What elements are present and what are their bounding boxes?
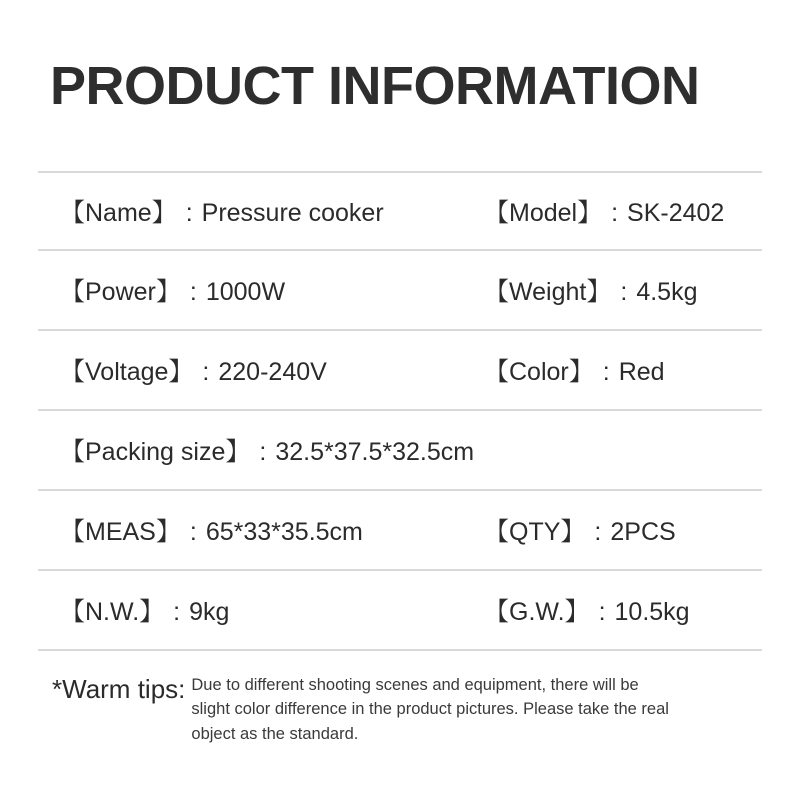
warm-tips-text: Due to different shooting scenes and equipment, there will be slight color difference in the product pictures. Please take the real object as the standard. — [191, 675, 669, 744]
spec-cell-qty — [478, 512, 762, 548]
spec-cell-net-weight — [38, 592, 478, 628]
spec-value: Red — [618, 357, 665, 386]
spec-colon: : — [611, 198, 619, 227]
spec-cell-gross-weight — [478, 592, 762, 628]
spec-cell-voltage — [38, 352, 478, 388]
spec-label: 【Color】 — [484, 357, 594, 386]
spec-value: Pressure cooker — [201, 198, 384, 227]
spec-label: 【Packing size】 — [60, 437, 251, 466]
spec-cell-model — [478, 193, 762, 229]
page-title: PRODUCT INFORMATION — [50, 56, 700, 116]
spec-value: 4.5kg — [636, 277, 698, 306]
specification-table — [38, 171, 762, 651]
spec-colon: : — [189, 277, 197, 306]
spec-colon: : — [173, 597, 181, 626]
spec-colon: : — [189, 517, 197, 546]
spec-colon: : — [594, 517, 602, 546]
spec-label: 【Model】 — [484, 198, 603, 227]
spec-cell-packing-size — [38, 432, 762, 468]
table-row — [38, 571, 762, 651]
spec-cell-weight — [478, 272, 762, 308]
spec-value: 65*33*35.5cm — [205, 517, 363, 546]
warm-tips — [38, 673, 762, 747]
spec-cell-name — [38, 193, 478, 229]
spec-label: 【QTY】 — [484, 517, 586, 546]
table-row — [38, 411, 762, 491]
spec-cell-power — [38, 272, 478, 308]
spec-cell-color — [478, 352, 762, 388]
spec-colon: : — [259, 437, 267, 466]
spec-value: 1000W — [205, 277, 286, 306]
spec-value: 9kg — [189, 597, 230, 626]
spec-label: 【Power】 — [60, 277, 181, 306]
table-row — [38, 331, 762, 411]
spec-cell-meas — [38, 512, 478, 548]
spec-value: SK-2402 — [627, 198, 725, 227]
table-row — [38, 251, 762, 331]
spec-label: 【N.W.】 — [60, 597, 165, 626]
spec-colon: : — [185, 198, 193, 227]
spec-value: 10.5kg — [614, 597, 690, 626]
spec-value: 32.5*37.5*32.5cm — [275, 437, 475, 466]
spec-colon: : — [598, 597, 606, 626]
spec-label: 【MEAS】 — [60, 517, 181, 546]
spec-colon: : — [620, 277, 628, 306]
spec-value: 2PCS — [610, 517, 676, 546]
spec-label: 【G.W.】 — [484, 597, 590, 626]
spec-value: 220-240V — [218, 357, 327, 386]
table-row — [38, 171, 762, 251]
spec-label: 【Weight】 — [484, 277, 612, 306]
warm-tips-label: *Warm tips: — [52, 673, 186, 704]
spec-colon: : — [202, 357, 210, 386]
table-row — [38, 491, 762, 571]
spec-label: 【Voltage】 — [60, 357, 194, 386]
spec-colon: : — [602, 357, 610, 386]
spec-label: 【Name】 — [60, 198, 177, 227]
